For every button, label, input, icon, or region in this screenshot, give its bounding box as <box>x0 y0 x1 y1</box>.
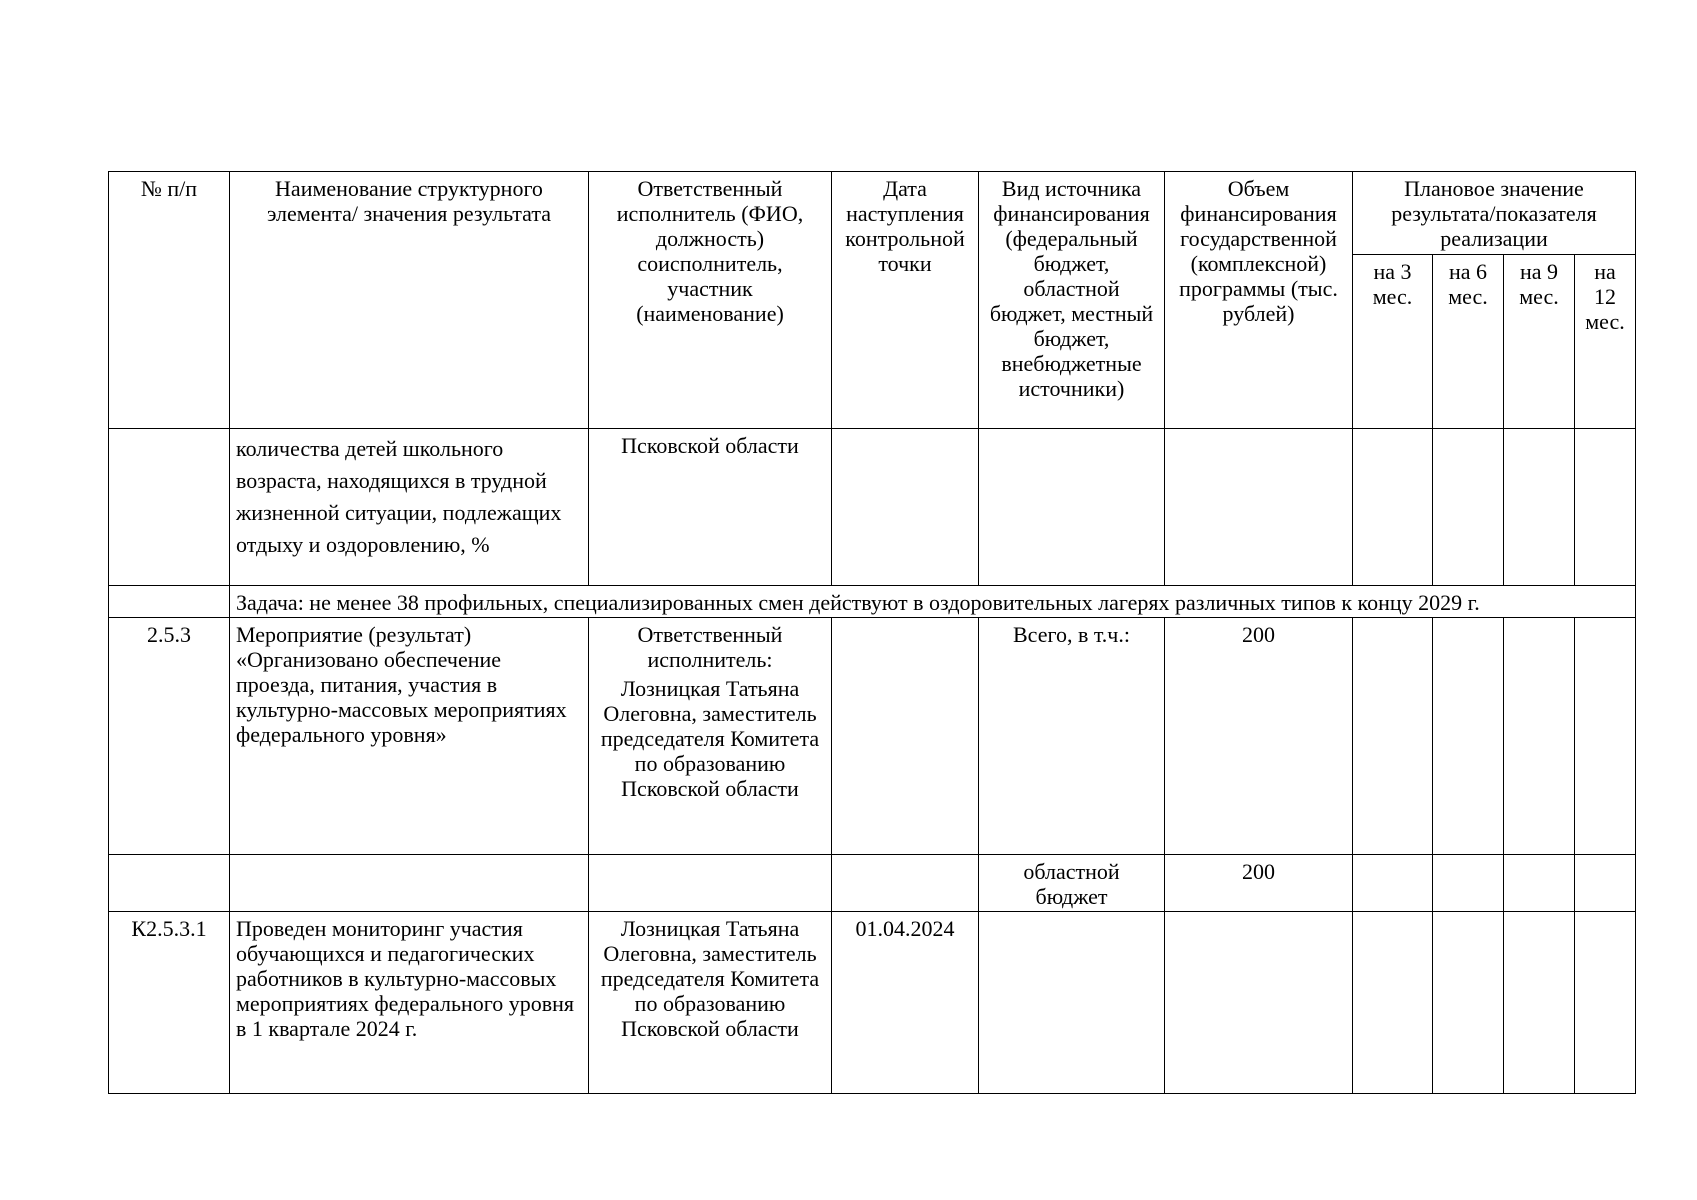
cell-empty <box>1433 855 1504 912</box>
regional-volume: 200 <box>1165 855 1353 912</box>
cell-empty <box>1575 429 1636 586</box>
checkpoint-number: К2.5.3.1 <box>109 912 230 1094</box>
cell-empty <box>1165 429 1353 586</box>
cell-executor: Псковской области <box>589 429 832 586</box>
header-source: Вид источника финансирования (федеральный бюджет, областной бюджет, местный бюджет, внебюджетные источники) <box>979 172 1165 429</box>
event-row <box>109 618 1636 855</box>
plan-table <box>108 171 1636 1094</box>
event-number: 2.5.3 <box>109 618 230 855</box>
header-row <box>109 172 1636 255</box>
checkpoint-name: Проведен мониторинг участия обучающихся и педагогических работников в культурно-массовых мероприятиях федерального уровня в 1 квартале 2024 г. <box>230 912 589 1094</box>
task-row <box>109 586 1636 618</box>
cell-empty <box>832 855 979 912</box>
header-3-months: на 3 мес. <box>1353 255 1433 429</box>
cell-empty <box>109 855 230 912</box>
header-executor: Ответственный исполнитель (ФИО, должность) соисполнитель, участник (наименование) <box>589 172 832 429</box>
event-volume: 200 <box>1165 618 1353 855</box>
cell-empty <box>1575 912 1636 1094</box>
regional-source: областной бюджет <box>979 855 1165 912</box>
cell-empty <box>1353 855 1433 912</box>
cell-empty <box>1504 429 1575 586</box>
cell-empty <box>1504 618 1575 855</box>
cell-empty <box>1165 912 1353 1094</box>
cell-empty <box>230 855 589 912</box>
cell-empty <box>1575 855 1636 912</box>
checkpoint-date: 01.04.2024 <box>832 912 979 1094</box>
header-num: № п/п <box>109 172 230 429</box>
cell-num-empty <box>109 586 230 618</box>
cell-empty <box>832 429 979 586</box>
event-name: Мероприятие (результат) «Организовано обеспечение проезда, питания, участия в культурно-массовых мероприятиях федерального уровня» <box>230 618 589 855</box>
checkpoint-executor: Лозницкая Татьяна Олеговна, заместитель председателя Комитета по образованию Псковской области <box>589 912 832 1094</box>
cell-empty <box>1353 618 1433 855</box>
header-name: Наименование структурного элемента/ значения результата <box>230 172 589 429</box>
cell-empty <box>979 912 1165 1094</box>
cell-empty <box>1353 429 1433 586</box>
header-date: Дата наступления контрольной точки <box>832 172 979 429</box>
cell-empty <box>589 855 832 912</box>
cell-empty <box>1433 912 1504 1094</box>
cell-empty <box>1575 618 1636 855</box>
cell-empty <box>832 618 979 855</box>
cell-empty <box>1504 855 1575 912</box>
cell-empty <box>1433 429 1504 586</box>
cell-indicator-name: количества детей школьного возраста, находящихся в трудной жизненной ситуации, подлежащих отдыху и оздоровлению, % <box>230 429 589 586</box>
cell-empty <box>979 429 1165 586</box>
cell-empty <box>1433 618 1504 855</box>
cell-empty <box>1353 912 1433 1094</box>
cell-empty <box>1504 912 1575 1094</box>
checkpoint-row <box>109 912 1636 1094</box>
regional-budget-row <box>109 855 1636 912</box>
header-12-months: на 12 мес. <box>1575 255 1636 429</box>
header-planned: Плановое значение результата/показателя реализации <box>1353 172 1636 255</box>
header-9-months: на 9 мес. <box>1504 255 1575 429</box>
event-executor: Лозницкая Татьяна Олеговна, заместитель председателя Комитета по образованию Псковской области <box>600 676 820 801</box>
event-source: Всего, в т.ч.: <box>979 618 1165 855</box>
header-volume: Объем финансирования государственной (комплексной) программы (тыс. рублей) <box>1165 172 1353 429</box>
continuation-row <box>109 429 1636 586</box>
header-6-months: на 6 мес. <box>1433 255 1504 429</box>
cell-num-empty <box>109 429 230 586</box>
event-executor-label: Ответственный исполнитель: <box>637 622 783 672</box>
event-executor-cell <box>589 618 832 855</box>
task-text: Задача: не менее 38 профильных, специализированных смен действуют в оздоровительных лагерях различных типов к концу 2029 г. <box>230 586 1636 618</box>
